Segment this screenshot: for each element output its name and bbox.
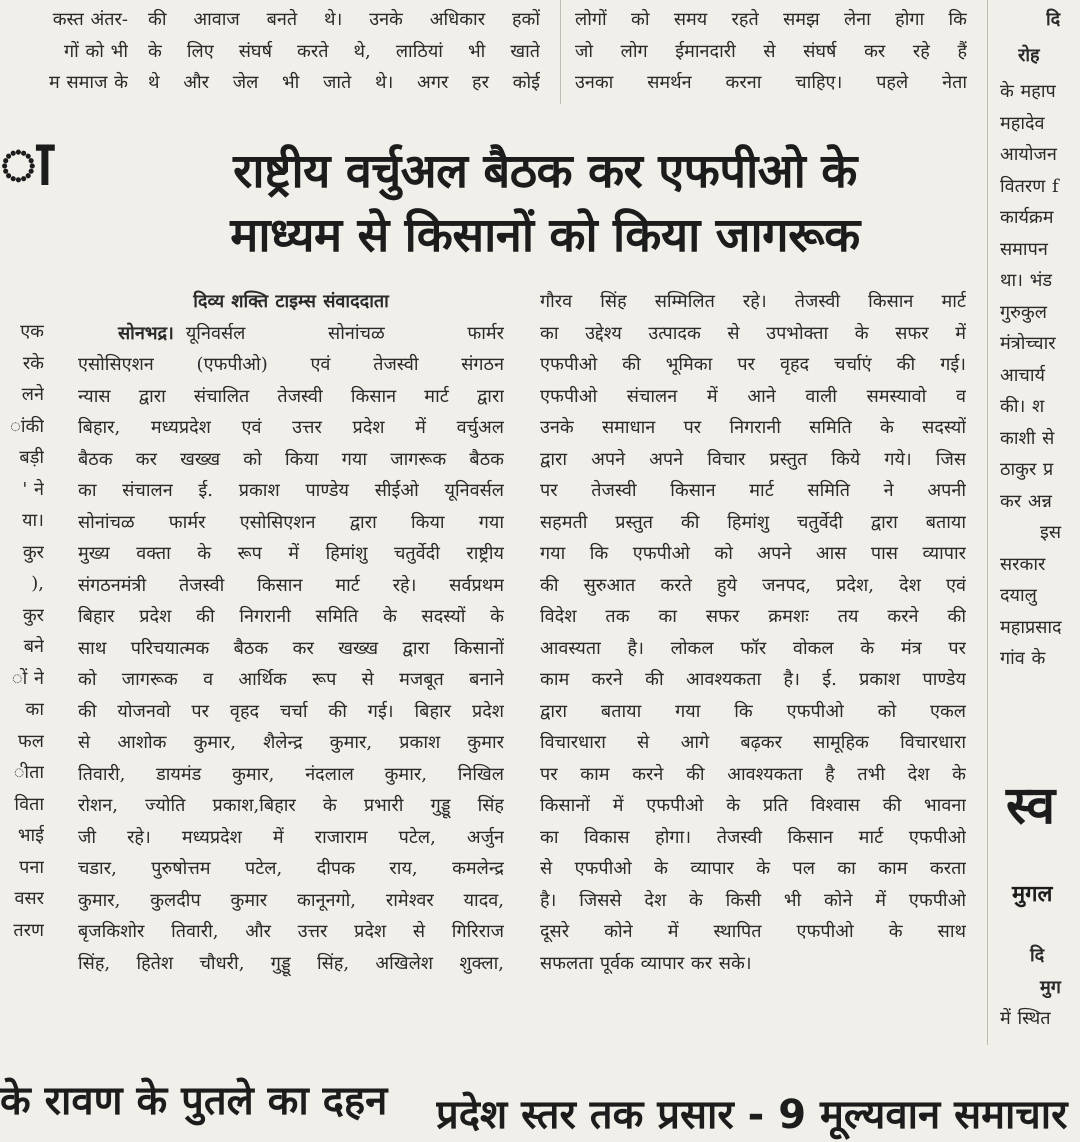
text-line: पर काम करने की आवश्यकता है तभी देश के — [540, 763, 966, 785]
text-line: कुमार, कुलदीप कुमार कानूनगो, रामेश्वर यादव, — [78, 889, 504, 911]
text-line: है। जिससे देश के किसी भी कोने में एफपीओ — [540, 889, 966, 911]
right-byline-fragment: मुगल — [1012, 882, 1053, 907]
text-line: द्वारा बताया गया कि एफपीओ को एकल — [540, 700, 966, 722]
text-line: बैठक कर खख्ख को किया गया जागरूक बैठक — [78, 448, 504, 470]
article-headline — [60, 140, 1030, 268]
text-line: फल — [17, 730, 44, 752]
text-line: गया कि एफपीओ को अपने आस पास व्यापार — [540, 543, 966, 564]
text-line: बने — [23, 636, 44, 657]
text-line: काशी से — [1000, 427, 1055, 449]
prev-article-col1 — [0, 4, 128, 99]
text-line: कुर — [22, 604, 44, 626]
text-line: किसानों में एफपीओ के प्रति विश्वास की भावना — [540, 795, 966, 816]
text-line: थे और जेल भी जाते थे। अगर हर कोई — [148, 72, 540, 93]
headline-line: राष्ट्रीय वर्चुअल बैठक कर एफपीओ के — [233, 144, 857, 199]
text-line: का विकास होगा। तेजस्वी किसान मार्ट एफपीओ — [540, 826, 966, 848]
text-line: एसोसिएशन (एफपीओ) एवं तेजस्वी संगठन — [78, 354, 504, 375]
text-line: पना — [19, 856, 44, 878]
text-line: एफपीओ की भूमिका पर वृहद चर्चाएं की गई। — [540, 354, 966, 375]
text-line: ीता — [13, 762, 44, 783]
text-line: की। श — [1000, 396, 1045, 417]
text-line: सहमती प्रस्तुत की हिमांशु चतुर्वेदी द्वारा बताया — [540, 511, 966, 533]
text-line: मुख्य वक्ता के रूप में हिमांशु चतुर्वेदी राष्ट्रीय — [78, 543, 504, 564]
text-line: कार्यक्रम — [1000, 207, 1054, 228]
text-line: से एफपीओ के व्यापार के पल का काम करता — [540, 858, 966, 879]
text-line: ों ने — [11, 667, 44, 689]
text-line: ), — [31, 573, 44, 594]
text-line: साथ परिचयात्मक बैठक कर खख्ख द्वारा किसानों — [78, 637, 504, 659]
text-line: में स्थित — [1000, 1008, 1051, 1029]
text-line: लने — [21, 384, 44, 405]
prev-article-col2 — [148, 4, 540, 99]
text-line: सोनांचळ फार्मर एसोसिएशन द्वारा किया गया — [78, 511, 504, 533]
left-column-fragment — [0, 316, 44, 946]
text-line: मुग — [1040, 976, 1061, 998]
text-line: का संचालन ई. प्रकाश पाण्डेय सीईओ यूनिवर्सल — [78, 480, 504, 501]
text-line: वसर — [14, 888, 44, 909]
right-column-fragment — [1000, 76, 1080, 675]
article-column-1 — [78, 286, 504, 979]
text-line: आचार्य — [1000, 364, 1045, 386]
right-bottom-fragment — [1000, 940, 1080, 1003]
text-line: गों को भी — [63, 40, 128, 62]
text-line: गुरुकुल — [1000, 301, 1047, 323]
text-line: दि — [1046, 9, 1061, 30]
text-line: चडार, पुरुषोत्तम पटेल, दीपक राय, कमलेन्द्र — [78, 858, 504, 879]
text-line: कुर — [22, 541, 44, 563]
text-line: रोशन, ज्योति प्रकाश,बिहार के प्रभारी गुड्डू सिंह — [78, 795, 504, 816]
text-line: ' ने — [22, 478, 44, 500]
text-line: बृजकिशोर तिवारी, और उत्तर प्रदेश से गिरिराज — [78, 921, 504, 942]
left-headline-fragment: ा — [0, 126, 53, 199]
article-column-2 — [540, 286, 966, 979]
headline-line: माध्यम से किसानों को किया जागरूक — [230, 208, 860, 263]
text-line: रके — [22, 352, 44, 374]
text-line: गौरव सिंह सम्मिलित रहे। तेजस्वी किसान मार्ट — [540, 291, 966, 312]
text-line: इस — [1040, 522, 1062, 543]
text-line: संगठनमंत्री तेजस्वी किसान मार्ट रहे। सर्वप्रथम — [78, 574, 504, 596]
text-line: महाप्रसाद — [1000, 616, 1062, 638]
prev-article-col3 — [575, 4, 967, 99]
column-rule — [560, 0, 561, 104]
text-line: बिहार, मध्यप्रदेश एवं उत्तर प्रदेश में वर्चुअल — [78, 417, 504, 438]
text-line: पर तेजस्वी किसान मार्ट समिति ने अपनी — [540, 480, 966, 501]
text-line: की सुरुआत करते हुये जनपद, प्रदेश, देश एवं — [540, 574, 966, 596]
text-line: तरण — [13, 919, 44, 941]
text-line: दूसरे कोने में स्थापित एफपीओ के साथ — [540, 921, 966, 942]
text-line: या। — [22, 510, 44, 531]
text-line: के महाप — [1000, 81, 1056, 102]
text-line: बिहार प्रदेश की निगरानी समिति के सदस्यों के — [78, 606, 504, 627]
text-line: भाई — [17, 825, 44, 846]
text-line: जी रहे। मध्यप्रदेश में राजाराम पटेल, अर्जुन — [78, 826, 504, 848]
bottom-headline-right: प्रदेश स्तर तक प्रसार - 9 मूल्यवान समाचार — [436, 1092, 1068, 1138]
text-line: जो लोग ईमानदारी से संघर्ष कर रहे हैं — [575, 40, 967, 62]
text-line — [78, 318, 504, 350]
text-line: की योजनवो पर वृहद चर्चा की गई। बिहार प्रदेश — [78, 700, 504, 722]
text-line: था। भंड — [1000, 270, 1052, 291]
text-line: ांकी — [10, 415, 44, 437]
text-line: आयोजन — [1000, 144, 1057, 165]
text-line: एक — [20, 321, 44, 342]
bottom-headline-left: के रावण के पुतले का दहन — [0, 1078, 388, 1124]
text-line: कस्त अंतर- — [52, 9, 128, 30]
text-line: बड़ी — [19, 447, 44, 468]
right-top-fragment — [1018, 40, 1080, 72]
text-line: दि — [1030, 945, 1045, 966]
text-line: म समाज के — [49, 72, 128, 93]
byline: दिव्य शक्ति टाइम्स संवाददाता — [193, 291, 389, 312]
text-line: से आशोक कुमार, शैलेन्द्र कुमार, प्रकाश कुमार — [78, 732, 504, 753]
text-line: एफपीओ संचालन में आने वाली समस्यावो व — [540, 385, 966, 407]
text-line: लोगों को समय रहते समझ लेना होगा कि — [575, 9, 967, 30]
text-line: यूनिवर्सल सोनांचळ फार्मर — [185, 322, 504, 344]
text-line: वितरण f — [1000, 175, 1059, 197]
text-line: विदेश तक का सफर क्रमशः तय करने की — [540, 606, 966, 627]
text-line: काम करने की आवश्यकता है। ई. प्रकाश पाण्डेय — [540, 669, 966, 690]
text-line: मंत्रोच्चार — [1000, 333, 1056, 354]
right-bottom-fragment — [1000, 1003, 1080, 1035]
dateline: सोनभद्र। — [118, 322, 174, 344]
text-line: महादेव — [1000, 112, 1045, 134]
text-line: ठाकुर प्र — [1000, 459, 1054, 480]
text-line: उनका समर्थन करना चाहिए। पहले नेता — [575, 72, 967, 93]
text-line: सफलता पूर्वक व्यापार कर सके। — [540, 952, 752, 974]
text-line: रोह — [1018, 45, 1040, 66]
text-line: सिंह, हितेश चौधरी, गुड्डू सिंह, अखिलेश शुक्ला, — [78, 952, 504, 974]
right-top-fragment — [1046, 4, 1080, 36]
text-line: द्वारा अपने अपने विचार प्रस्तुत किये गये। जिस — [540, 448, 966, 470]
text-line: की आवाज बनते थे। उनके अधिकार हकों — [148, 9, 540, 30]
text-line: समापन — [1000, 238, 1048, 260]
text-line: के लिए संघर्ष करते थे, लाठियां भी खाते — [148, 40, 540, 62]
text-line: न्यास द्वारा संचालित तेजस्वी किसान मार्ट द्वारा — [78, 385, 504, 407]
text-line: उनके समाधान पर निगरानी समिति के सदस्यों — [540, 417, 966, 438]
text-line: का — [25, 699, 44, 720]
text-line: विता — [14, 793, 44, 815]
text-line: आवस्यता है। लोकल फॉर वोकल के मंत्र पर — [540, 637, 966, 659]
text-line: दयालु — [1000, 585, 1037, 606]
text-line: को जागरूक व आर्थिक रूप से मजबूत बनाने — [78, 669, 504, 690]
text-line: तिवारी, डायमंड कुमार, नंदलाल कुमार, निखिल — [78, 763, 504, 785]
text-line: सरकार — [1000, 553, 1046, 575]
text-line: विचारधारा से आगे बढ़कर सामूहिक विचारधारा — [540, 732, 966, 753]
text-line: गांव के — [1000, 648, 1046, 669]
right-headline-fragment: स्व — [1006, 776, 1056, 836]
text-line: का उद्देश्य उत्पादक से उपभोक्ता के सफर में — [540, 322, 966, 344]
text-line: कर अन्न — [1000, 490, 1052, 512]
